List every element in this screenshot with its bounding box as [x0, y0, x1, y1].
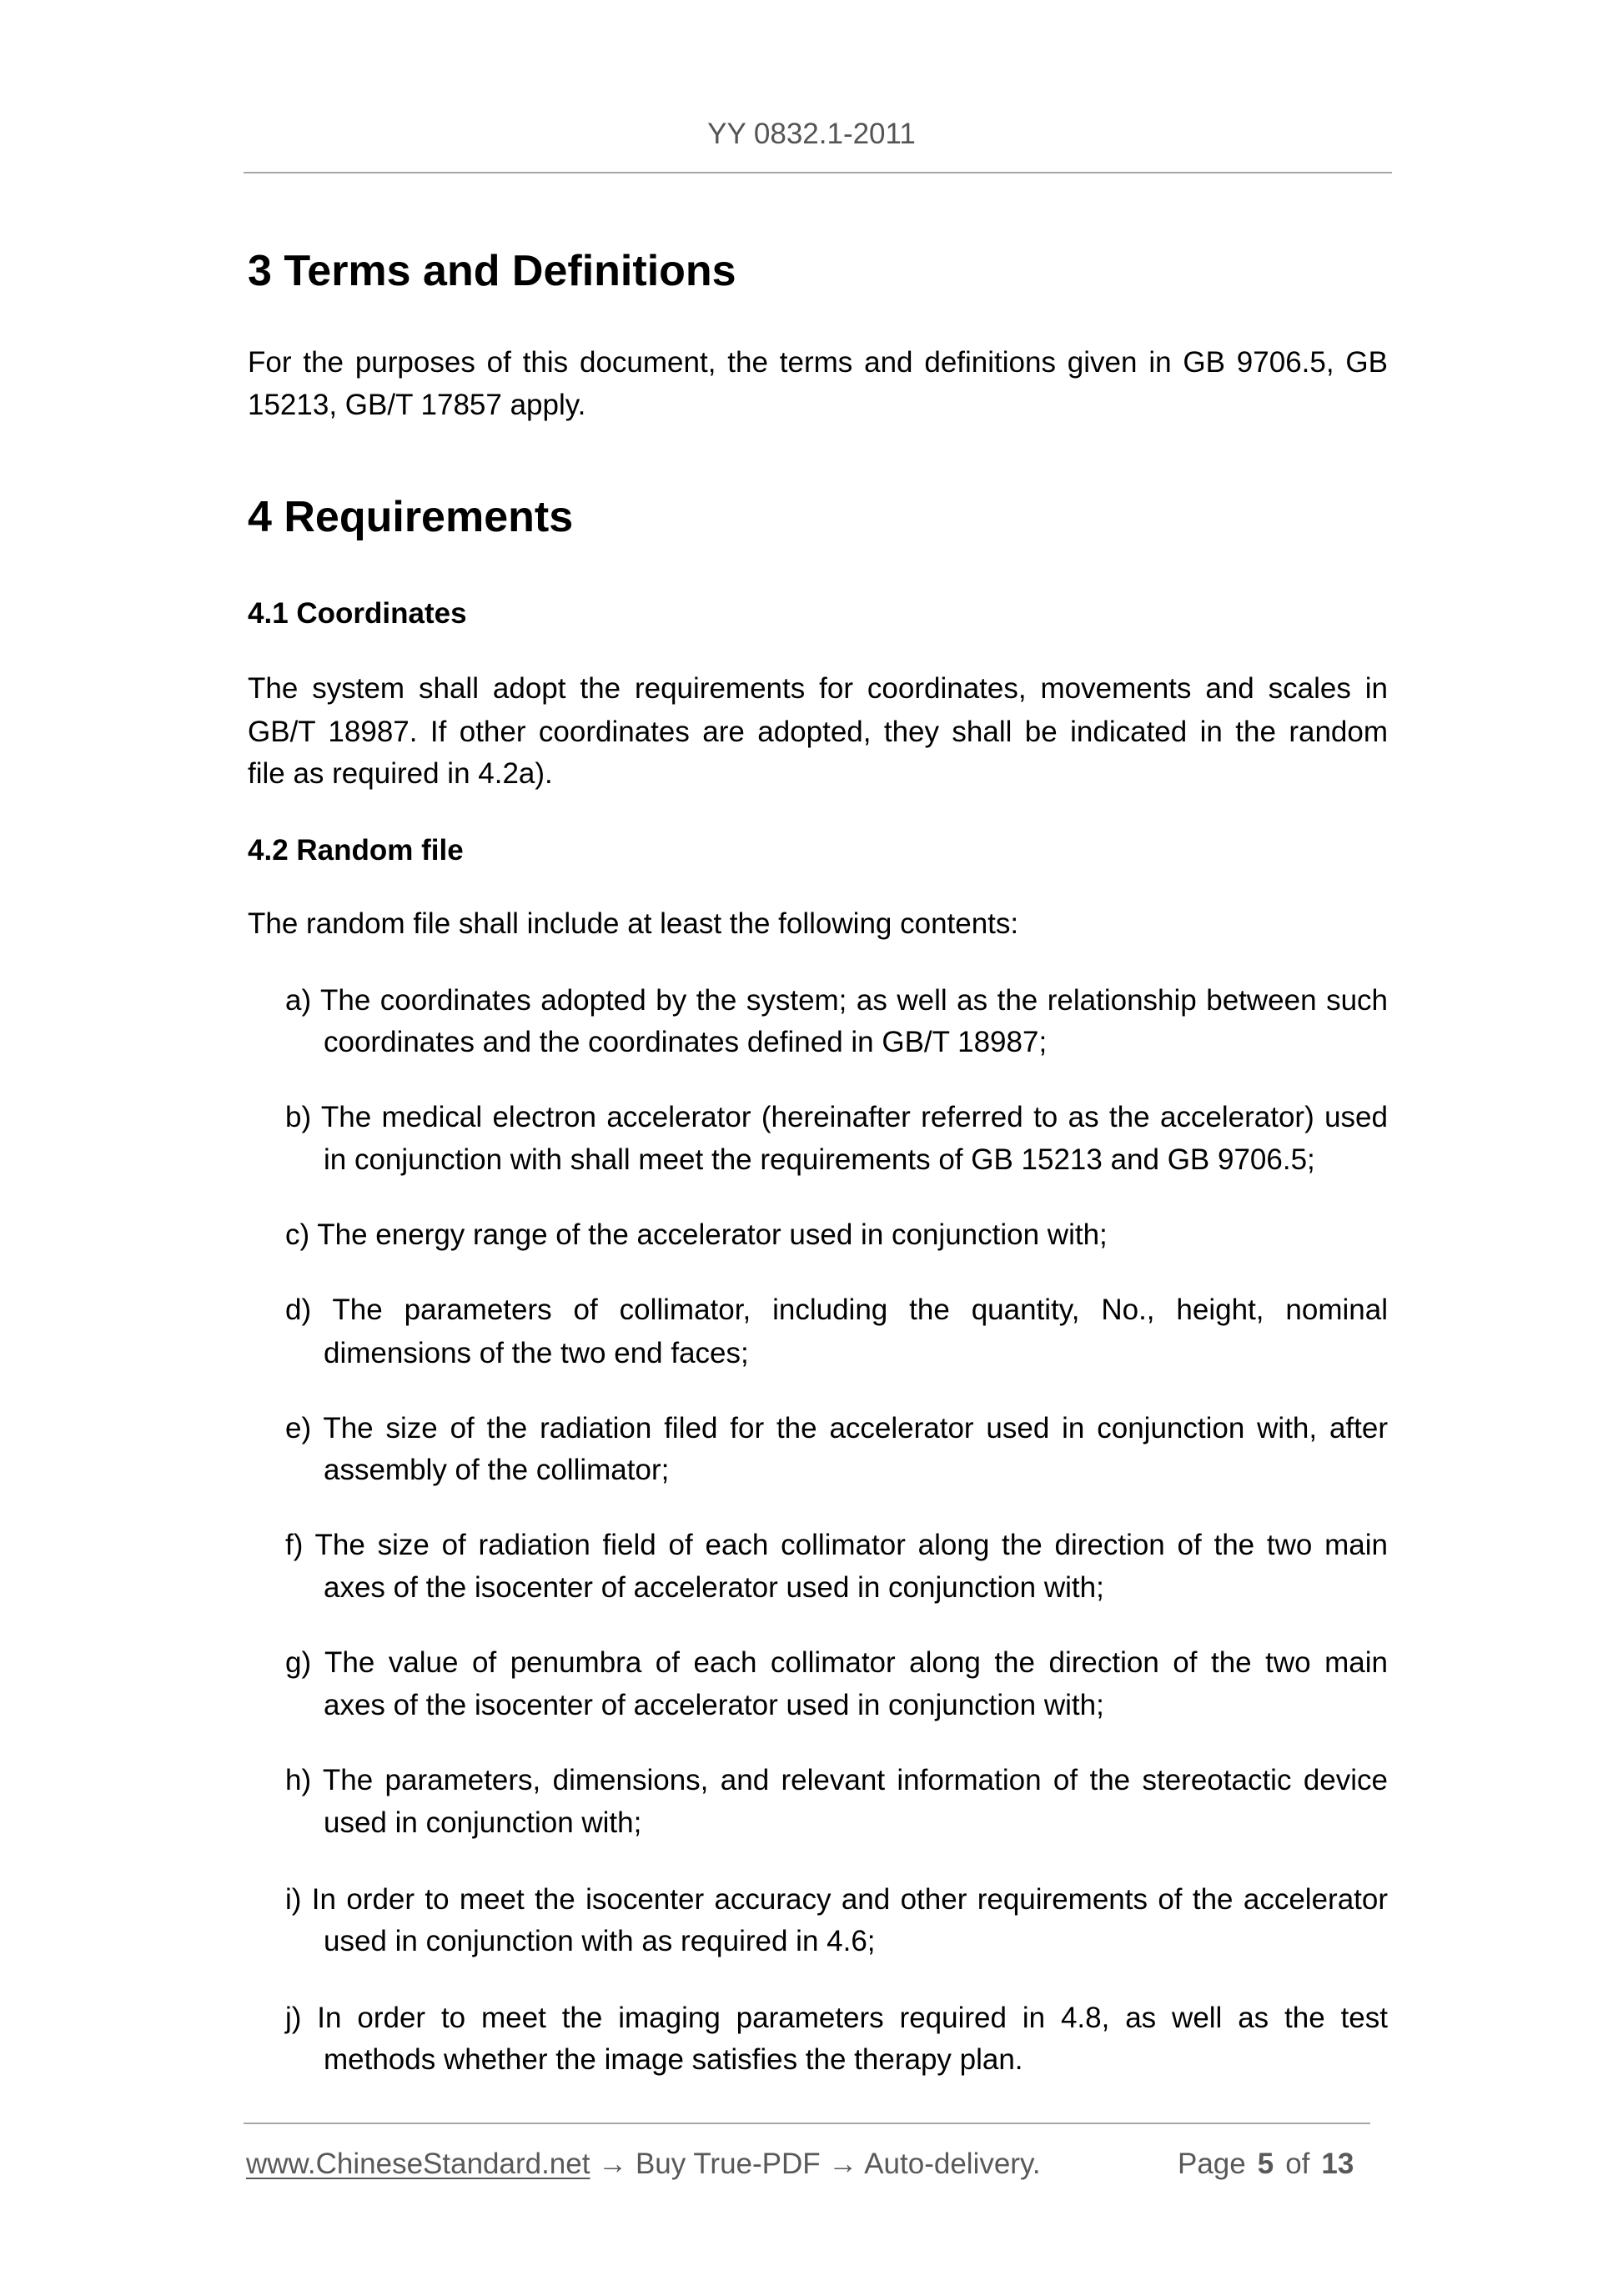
list-item-line: a) The coordinates adopted by the system; as well as the relationship between such — [285, 984, 1388, 1017]
page-total: 13 — [1321, 2148, 1354, 2180]
section-4-title: 4 Requirements — [248, 493, 574, 541]
chinesestandard-link[interactable]: www.ChineseStandard.net — [246, 2148, 590, 2180]
section-4-1-paragraph-line: file as required in 4.2a). — [248, 757, 553, 790]
section-4-2-intro: The random file shall include at least the following contents: — [248, 907, 1019, 940]
list-item-line: h) The parameters, dimensions, and relevant information of the stereotactic device — [285, 1764, 1388, 1796]
list-item-line: e) The size of the radiation filed for the accelerator used in conjunction with, after — [285, 1412, 1388, 1444]
footer-divider — [244, 2123, 1370, 2124]
list-item-line: j) In order to meet the imaging parameters required in 4.8, as well as the test — [285, 2002, 1388, 2034]
list-item-line: f) The size of radiation field of each collimator along the direction of the two main — [285, 1529, 1388, 1561]
list-item-line: g) The value of penumbra of each collimator along the direction of the two main — [285, 1646, 1388, 1679]
list-item-line: used in conjunction with as required in 4.6; — [324, 1925, 876, 1957]
list-item-line: axes of the isocenter of accelerator used in conjunction with; — [324, 1571, 1104, 1604]
buy-true-pdf-text: Buy True-PDF — [635, 2148, 821, 2180]
document-id-header: YY 0832.1-2011 — [707, 118, 916, 150]
arrow-right-icon: → — [598, 2148, 628, 2180]
list-item-line: d) The parameters of collimator, including the quantity, No., height, nominal — [285, 1294, 1388, 1326]
section-3-title: 3 Terms and Definitions — [248, 247, 736, 295]
header-divider — [244, 172, 1392, 173]
list-item-line: axes of the isocenter of accelerator used in conjunction with; — [324, 1689, 1104, 1721]
list-item-line: b) The medical electron accelerator (hereinafter referred to as the accelerator) used — [285, 1101, 1388, 1133]
section-3-paragraph-line: 15213, GB/T 17857 apply. — [248, 389, 586, 421]
auto-delivery-text: Auto-delivery. — [864, 2148, 1041, 2180]
list-item-line: coordinates and the coordinates defined in GB/T 18987; — [324, 1026, 1048, 1058]
section-4-1-paragraph-line: GB/T 18987. If other coordinates are adopted, they shall be indicated in the random — [248, 716, 1388, 748]
arrow-right-icon: → — [828, 2148, 858, 2180]
page-indicator — [1178, 2149, 1354, 2178]
list-item-line: in conjunction with shall meet the requirements of GB 15213 and GB 9706.5; — [324, 1143, 1315, 1176]
list-item-line: used in conjunction with; — [324, 1806, 642, 1839]
list-item-line: i) In order to meet the isocenter accuracy and other requirements of the accelerator — [285, 1883, 1388, 1916]
list-item-line: c) The energy range of the accelerator used in conjunction with; — [285, 1218, 1108, 1251]
section-4-1-paragraph-line: The system shall adopt the requirements for coordinates, movements and scales in — [248, 672, 1388, 705]
list-item-line: assembly of the collimator; — [324, 1454, 670, 1486]
page-current: 5 — [1257, 2148, 1274, 2180]
section-4-1-title: 4.1 Coordinates — [248, 597, 467, 630]
list-item-line: methods whether the image satisfies the therapy plan. — [324, 2043, 1023, 2076]
section-4-2-title: 4.2 Random file — [248, 834, 464, 867]
page-of-label: of — [1285, 2148, 1310, 2180]
list-item-line: dimensions of the two end faces; — [324, 1337, 749, 1369]
footer-promo — [246, 2149, 1041, 2178]
section-3-paragraph-line: For the purposes of this document, the terms and definitions given in GB 9706.5, GB — [248, 346, 1388, 379]
page-label: Page — [1178, 2148, 1246, 2180]
